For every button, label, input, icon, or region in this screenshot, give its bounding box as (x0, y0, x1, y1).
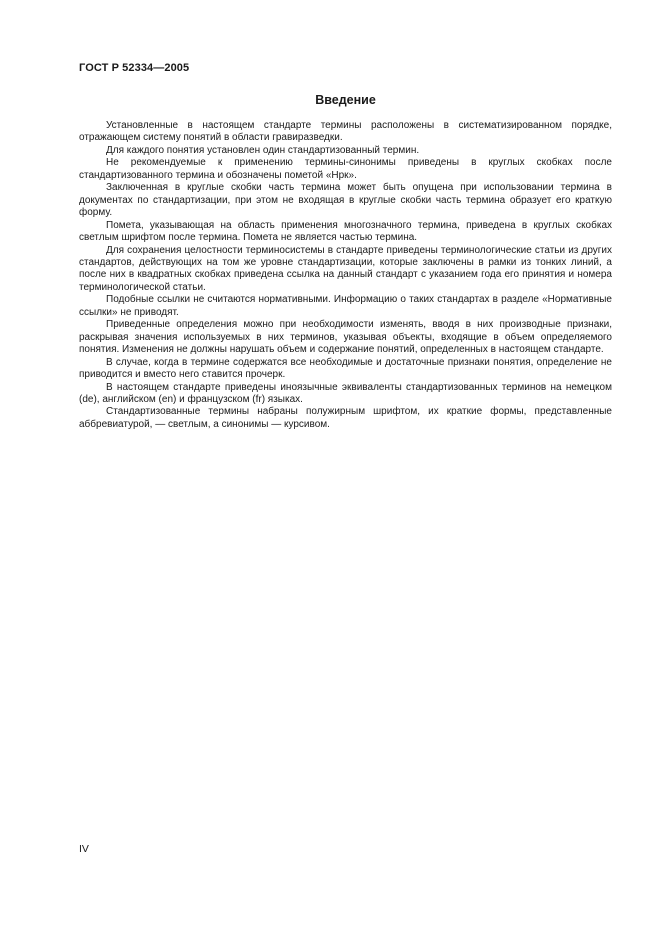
paragraph: Помета, указывающая на область применения многозначного термина, приведена в круглых скобках светлым шрифтом после термина. Помета не является частью термина. (79, 219, 612, 244)
paragraph: Заключенная в круглые скобки часть термина может быть опущена при использовании термина в документах по стандартизации, при этом не входящая в круглые скобки часть термина образует его краткую форму. (79, 182, 612, 219)
page-number: IV (79, 843, 89, 855)
paragraph: Для сохранения целостности терминосистемы в стандарте приведены терминологические статьи из других стандартов, действующих на том же уровне стандартизации, которые заключены в рамки из тонких линий, а после них в квадратных скобках приведена ссылка на данный стандарт с указанием года его принятия и номера терминологической статьи. (79, 244, 612, 293)
paragraph: Стандартизованные термины набраны полужирным шрифтом, их краткие формы, представленные аббревиатурой, — светлым, а синонимы — курсивом. (79, 406, 612, 430)
paragraph: Приведенные определения можно при необходимости изменять, вводя в них производные признаки, раскрывая значения используемых в них терминов, указывая объекты, входящие в объем определяемого понятия. Изменения не должны нарушать объем и содержание понятий, определенных в настоящем стандарте. (79, 319, 612, 356)
paragraph: В случае, когда в термине содержатся все необходимые и достаточные признаки понятия, определение не приводится и вместо него ставится прочерк. (79, 356, 612, 381)
paragraph: В настоящем стандарте приведены иноязычные эквиваленты стандартизованных терминов на немецком (de), английском (en) и французском (fr) языках. (79, 381, 612, 405)
document-id-header: ГОСТ Р 52334—2005 (79, 62, 190, 74)
paragraph: Установленные в настоящем стандарте термины расположены в систематизированном порядке, отражающем систему понятий в области гравиразведки. (79, 120, 612, 144)
section-title: Введение (315, 93, 376, 107)
paragraph: Не рекомендуемые к применению термины-синонимы приведены в круглых скобках после стандартизованного термина и обозначены пометой «Нрк». (79, 157, 612, 181)
paragraph: Для каждого понятия установлен один стандартизованный термин. (106, 144, 420, 156)
introduction-body (79, 120, 612, 431)
paragraph: Подобные ссылки не считаются нормативными. Информацию о таких стандартах в разделе «Нормативные ссылки» не приводят. (79, 294, 612, 318)
